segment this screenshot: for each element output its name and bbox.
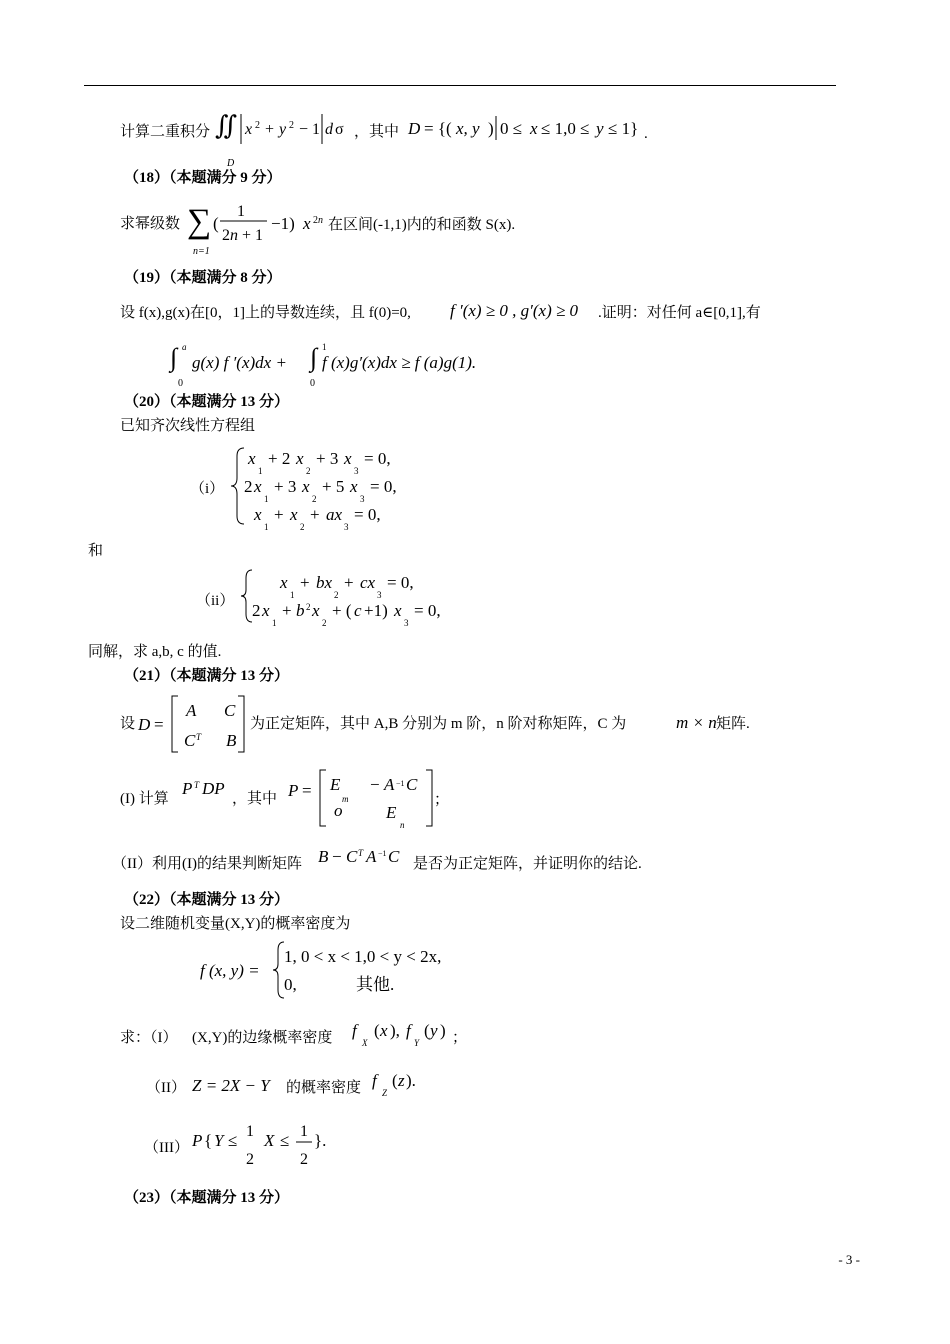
p17-mid: ，其中 [354, 124, 400, 140]
svg-text:cx: cx [360, 573, 376, 592]
svg-text:2: 2 [322, 618, 327, 628]
svg-text:B: B [318, 847, 329, 866]
svg-text:bx: bx [316, 573, 333, 592]
p21-part1-label: (I) 计算 [120, 791, 169, 807]
svg-text:): ) [488, 119, 494, 138]
p22-heading: （22）（本题满分 13 分） [124, 892, 290, 908]
int1-body: g(x) f ′(x)dx + [192, 353, 287, 372]
svg-text:(: ( [424, 1021, 430, 1040]
svg-text:2: 2 [306, 602, 311, 612]
p19-heading: （19）（本题满分 8 分） [124, 270, 282, 286]
svg-text:x: x [290, 505, 298, 524]
svg-text:f: f [352, 1021, 357, 1040]
svg-text:T: T [358, 848, 364, 858]
svg-text:Y: Y [414, 1038, 420, 1048]
p17-sigma: σ [335, 121, 344, 138]
svg-text:+: + [344, 573, 354, 592]
p18-suffix: 在区间(-1,1)内的和函数 S(x). [328, 217, 516, 233]
p21-part2-label: （II）利用(I)的结果判断矩阵 [112, 856, 302, 872]
p20-intro: 已知齐次线性方程组 [120, 418, 256, 434]
p22-case2-text: 其他. [356, 975, 395, 994]
svg-text:+: + [274, 505, 284, 524]
svg-text:}.: }. [314, 1131, 327, 1150]
svg-text:c: c [354, 601, 362, 620]
p17-d: d [325, 121, 333, 138]
p22-q2-text: 的概率密度 [286, 1080, 362, 1096]
svg-text:C: C [388, 847, 400, 866]
p18-heading: （18）（本题满分 9 分） [124, 170, 282, 186]
svg-text:): ) [440, 1021, 446, 1040]
svg-text:3: 3 [377, 590, 382, 600]
svg-text:x: x [350, 477, 358, 496]
svg-text:P: P [192, 1131, 203, 1150]
svg-text:(: ( [392, 1071, 398, 1090]
p19-inequality [170, 338, 570, 393]
p21-desc: 为正定矩阵，其中 A,B 分别为 m 阶，n 阶对称矩阵，C 为 [250, 716, 627, 732]
integral-sign-1: ∫ [170, 343, 178, 372]
svg-text:o: o [334, 801, 343, 820]
svg-text:2: 2 [244, 477, 253, 496]
svg-text:P: P [288, 781, 299, 800]
svg-text:1: 1 [264, 494, 269, 504]
p23-heading: （23）（本题满分 13 分） [124, 1190, 290, 1206]
svg-text:x: x [530, 119, 538, 138]
svg-text:2: 2 [312, 494, 317, 504]
svg-text:x: x [312, 601, 320, 620]
svg-text:T: T [196, 732, 202, 742]
svg-text:≤ 1}: ≤ 1} [608, 119, 639, 138]
svg-text:DP: DP [202, 779, 225, 798]
svg-text:0 ≤: 0 ≤ [500, 119, 523, 138]
p17-one: 1 [312, 121, 320, 138]
p18-lower: n=1 [193, 246, 210, 257]
p21-part2-expr [318, 840, 418, 870]
p17-plus: + [265, 121, 275, 138]
p20-label-i: （i） [190, 481, 225, 497]
p18-frac-num: 1 [237, 203, 245, 220]
page-number: - 3 - [838, 1252, 860, 1267]
svg-text:x, y: x, y [456, 119, 480, 138]
svg-text:E: E [330, 775, 341, 794]
svg-text:3: 3 [354, 466, 359, 476]
svg-text:b: b [296, 601, 305, 620]
svg-text:= {(: = {( [424, 119, 452, 138]
p20-heading: （20）（本题满分 13 分） [124, 394, 290, 410]
svg-text:C: C [406, 775, 418, 794]
p20-and: 和 [88, 543, 104, 559]
svg-text:+1): +1) [364, 601, 388, 620]
p22-fxy: f (x, y) = [200, 961, 260, 980]
p21-part2-end: 是否为正定矩阵，并证明你的结论. [413, 856, 642, 872]
p21-part1-end: ； [434, 792, 450, 808]
p20-label-ii: （ii） [196, 593, 235, 609]
p22-case2-val: 0, [284, 975, 297, 994]
p17-domain [408, 108, 658, 148]
svg-text:1: 1 [290, 590, 295, 600]
svg-text:2: 2 [300, 522, 305, 532]
p17-x-exp: 2 [255, 120, 260, 131]
svg-text:2: 2 [306, 466, 311, 476]
p22-q3-label: （III） [144, 1140, 189, 1156]
p22-q1-end: ； [452, 1030, 468, 1046]
p17-region-sub: D [227, 158, 235, 169]
svg-text:1: 1 [300, 1123, 308, 1140]
svg-text:T: T [194, 780, 200, 790]
svg-text:2: 2 [300, 1151, 308, 1168]
p17-end: . [644, 126, 648, 142]
svg-text:−1: −1 [378, 849, 387, 858]
p19-line1-a: 设 f(x),g(x)在[0，1]上的导数连续，且 f(0)=0, [120, 305, 411, 321]
brace-ii [241, 570, 252, 622]
int1-upper: a [182, 342, 187, 352]
header-rule [84, 85, 836, 86]
p21-desc-end: 矩阵. [716, 716, 750, 732]
p21-mxn: m × n [676, 713, 717, 732]
p20-system-i [230, 442, 450, 542]
p22-q2-f [372, 1064, 432, 1104]
svg-text:1: 1 [272, 618, 277, 628]
p17-y: y [279, 121, 287, 138]
svg-text:x: x [248, 449, 256, 468]
svg-text:X: X [362, 1038, 368, 1048]
svg-text:).: ). [406, 1071, 416, 1090]
svg-text:x: x [302, 477, 310, 496]
svg-text:−: − [332, 847, 342, 866]
svg-text:C: C [184, 731, 196, 750]
p22-q1-label: 求：（I） [120, 1030, 178, 1046]
svg-text:−1: −1 [396, 779, 405, 788]
svg-text:x: x [296, 449, 304, 468]
svg-text:C: C [224, 701, 236, 720]
p22-q2-label: （II） [146, 1080, 186, 1096]
svg-text:z: z [398, 1071, 405, 1090]
integral-sign-2: ∫ [310, 343, 318, 372]
svg-text:Z: Z [382, 1088, 388, 1098]
svg-text:A: A [186, 701, 197, 720]
int2-upper: 1 [322, 342, 327, 352]
svg-text:= 0,: = 0, [354, 505, 381, 524]
p18-frac-den: 2n + 1 [222, 227, 264, 244]
svg-text:),: ), [390, 1021, 400, 1040]
p20-end: 同解，求 a,b, c 的值. [88, 644, 222, 660]
p22-q1-expr [352, 1014, 462, 1054]
svg-text:≤: ≤ [228, 1131, 238, 1150]
p19-line1-b: .证明：对任何 a∈[0,1],有 [598, 305, 761, 321]
int2-lower: 0 [310, 378, 315, 389]
svg-text:(: ( [213, 214, 219, 233]
svg-text:1: 1 [246, 1123, 254, 1140]
int2-body: f (x)g′(x)dx ≥ f (a)g(1). [322, 353, 477, 372]
svg-text:y: y [596, 119, 604, 138]
svg-text:1: 1 [258, 466, 263, 476]
p22-intro: 设二维随机变量(X,Y)的概率密度为 [120, 916, 351, 932]
svg-text:(: ( [374, 1021, 380, 1040]
svg-text:x: x [394, 601, 402, 620]
svg-text:= 0,: = 0, [387, 573, 414, 592]
p19-line1-f: f ′(x) ≥ 0 , g′(x) ≥ 0 [450, 301, 579, 320]
svg-text:= 0,: = 0, [414, 601, 441, 620]
svg-text:+ 2: + 2 [268, 449, 291, 468]
svg-text:x: x [380, 1021, 388, 1040]
svg-text:A: A [366, 847, 377, 866]
svg-text:ax: ax [326, 505, 343, 524]
svg-text:X: X [264, 1131, 275, 1150]
svg-text:3: 3 [344, 522, 349, 532]
svg-text:+ 3: + 3 [316, 449, 339, 468]
p20-system-ii [240, 566, 480, 636]
svg-text:Y: Y [214, 1131, 224, 1150]
svg-text:D: D [408, 119, 421, 138]
p18-exp: 2n [313, 215, 323, 226]
svg-text:1: 1 [264, 522, 269, 532]
svg-text:x: x [280, 573, 288, 592]
p22-q2-expr: Z = 2X − Y [192, 1076, 270, 1095]
p21-matrix-D [138, 694, 258, 756]
svg-text:2: 2 [252, 601, 261, 620]
svg-text:=: = [154, 715, 164, 734]
svg-text:−: − [370, 775, 380, 794]
svg-text:+: + [300, 573, 310, 592]
p22-case1: 1, 0 < x < 1,0 < y < 2x, [284, 947, 442, 966]
p22-q1-text: (X,Y)的边缘概率密度 [192, 1030, 333, 1046]
p17-prefix: 计算二重积分 [120, 124, 211, 140]
svg-text:−1): −1) [271, 214, 295, 233]
svg-text:+ 3: + 3 [274, 477, 297, 496]
svg-text:x: x [303, 214, 311, 233]
svg-text:C: C [346, 847, 358, 866]
svg-text:≤: ≤ [280, 1131, 290, 1150]
svg-text:E: E [386, 803, 397, 822]
p22-q3-expr [192, 1118, 342, 1174]
svg-text:≤ 1,0 ≤: ≤ 1,0 ≤ [541, 119, 590, 138]
svg-text:+ 5: + 5 [322, 477, 345, 496]
p21-part1-expr [182, 772, 238, 802]
svg-text:P: P [182, 779, 193, 798]
svg-text:x: x [262, 601, 270, 620]
svg-text:D: D [138, 715, 151, 734]
svg-text:=: = [302, 781, 312, 800]
svg-text:x: x [254, 505, 262, 524]
p21-set: 设 [120, 716, 136, 732]
svg-text:2: 2 [334, 590, 339, 600]
svg-text:+ (: + ( [332, 601, 352, 620]
p17-minus: − [299, 121, 309, 138]
p21-part1-mid: ，其中 [232, 791, 278, 807]
svg-text:f: f [372, 1071, 377, 1090]
sum-sign: ∑ [187, 203, 212, 240]
svg-text:m: m [342, 794, 349, 804]
svg-text:f: f [406, 1021, 411, 1040]
svg-text:3: 3 [404, 618, 409, 628]
p21-matrix-P [288, 768, 448, 830]
svg-text:= 0,: = 0, [370, 477, 397, 496]
p17-x: x [245, 121, 253, 138]
int1-lower: 0 [178, 378, 183, 389]
svg-text:A: A [384, 775, 395, 794]
p21-heading: （21）（本题满分 13 分） [124, 668, 290, 684]
brace-i [231, 448, 244, 524]
svg-text:3: 3 [360, 494, 365, 504]
svg-text:n: n [400, 820, 405, 830]
svg-text:+: + [310, 505, 320, 524]
svg-text:+: + [282, 601, 292, 620]
svg-text:x: x [344, 449, 352, 468]
svg-text:= 0,: = 0, [364, 449, 391, 468]
svg-text:x: x [254, 477, 262, 496]
svg-text:{: { [204, 1131, 213, 1150]
double-integral-sign: ∬ [215, 111, 238, 140]
svg-text:2: 2 [246, 1151, 254, 1168]
p17-y-exp: 2 [289, 120, 294, 131]
svg-text:B: B [226, 731, 237, 750]
p18-prefix: 求幂级数 [120, 216, 181, 232]
svg-text:y: y [430, 1021, 438, 1040]
